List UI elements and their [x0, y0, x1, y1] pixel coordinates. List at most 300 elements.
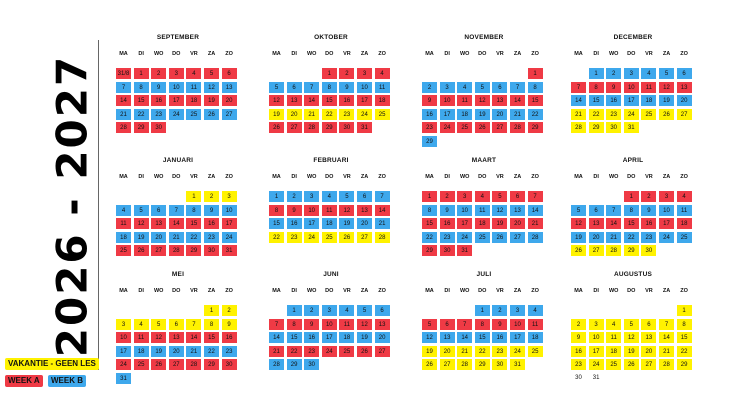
day-cell: 19 [623, 345, 640, 358]
day-cell: 25 [321, 231, 338, 244]
day-cell: 30 [338, 121, 355, 134]
weekday-header: DO [627, 288, 636, 294]
weekday-header: ZO [378, 51, 386, 57]
day-cell: 6 [509, 190, 526, 203]
day-cell: 27 [439, 358, 456, 371]
weekday-header: VR [343, 288, 351, 294]
day-cell: 9 [439, 204, 456, 217]
day-cell: 1 [474, 304, 491, 317]
day-cell: 9 [221, 318, 238, 331]
weekday-header: DI [593, 288, 599, 294]
day-cell: 5 [421, 318, 438, 331]
weekday-header: DI [291, 51, 297, 57]
weekday-header: VR [645, 51, 653, 57]
day-cell: 4 [640, 67, 657, 80]
day-cell: 14 [268, 331, 285, 344]
weekday-header: ZA [662, 174, 671, 180]
weekday-header: VR [190, 174, 198, 180]
day-cell: 8 [588, 81, 605, 94]
legend-week-a: WEEK A [5, 375, 43, 387]
day-cell: 3 [168, 67, 185, 80]
day-cell: 20 [676, 94, 693, 107]
day-cell: 29 [421, 135, 438, 148]
day-cell: 27 [640, 358, 657, 371]
day-cell: 3 [509, 304, 526, 317]
day-cell: 7 [456, 318, 473, 331]
weekday-header: DI [138, 51, 144, 57]
day-cell: 31 [592, 375, 600, 381]
month-title: APRIL [622, 157, 644, 164]
day-cell: 22 [676, 345, 693, 358]
day-cell: 30 [221, 358, 238, 371]
day-cell: 25 [527, 345, 544, 358]
weekday-header: WO [153, 174, 164, 180]
weekday-header: DI [444, 51, 450, 57]
day-cell: 30 [303, 358, 320, 371]
day-cell: 26 [474, 121, 491, 134]
day-cell: 13 [168, 331, 185, 344]
day-cell: 20 [150, 231, 167, 244]
weekday-header: ZA [662, 51, 671, 57]
day-cell: 23 [303, 345, 320, 358]
day-cell: 26 [623, 358, 640, 371]
day-cell: 30 [640, 244, 657, 257]
day-cell: 11 [527, 318, 544, 331]
day-cell: 18 [456, 108, 473, 121]
day-cell: 11 [605, 331, 622, 344]
day-cell: 5 [268, 81, 285, 94]
day-cell: 10 [115, 331, 132, 344]
day-cell: 5 [658, 67, 675, 80]
day-cell: 3 [456, 190, 473, 203]
day-cell: 2 [421, 81, 438, 94]
day-cell: 28 [570, 121, 587, 134]
day-cell: 8 [203, 318, 220, 331]
day-cell: 8 [623, 204, 640, 217]
day-cell: 20 [221, 94, 238, 107]
day-cell: 25 [374, 108, 391, 121]
day-cell: 6 [356, 190, 373, 203]
day-cell: 11 [676, 204, 693, 217]
day-cell: 28 [115, 121, 132, 134]
day-cell: 11 [185, 81, 202, 94]
day-cell: 30 [575, 375, 582, 381]
weekday-header: ZO [680, 174, 688, 180]
day-cell: 2 [640, 190, 657, 203]
day-cell: 15 [185, 217, 202, 230]
day-cell: 23 [221, 345, 238, 358]
day-cell: 4 [474, 190, 491, 203]
legend-vakantie: VAKANTIE - GEEN LES [5, 358, 99, 370]
day-cell: 18 [605, 345, 622, 358]
day-cell: 25 [605, 358, 622, 371]
weekday-header: MA [574, 174, 583, 180]
day-cell: 30 [491, 358, 508, 371]
day-cell: 19 [150, 345, 167, 358]
day-cell: 27 [588, 244, 605, 257]
weekday-header: ZO [378, 288, 386, 294]
day-cell: 13 [588, 217, 605, 230]
weekday-header: ZA [513, 51, 522, 57]
day-cell: 3 [439, 81, 456, 94]
day-cell: 18 [185, 94, 202, 107]
day-cell: 22 [185, 231, 202, 244]
day-cell: 23 [640, 231, 657, 244]
day-cell: 18 [321, 217, 338, 230]
day-cell: 23 [439, 231, 456, 244]
day-cell: 29 [286, 358, 303, 371]
day-cell: 22 [588, 108, 605, 121]
day-cell: 12 [268, 94, 285, 107]
day-cell: 1 [676, 304, 693, 317]
day-cell: 3 [356, 67, 373, 80]
day-cell: 18 [527, 331, 544, 344]
weekday-header: DI [291, 288, 297, 294]
weekday-header: VR [645, 174, 653, 180]
day-cell: 8 [527, 81, 544, 94]
month-title: OKTOBER [314, 34, 348, 41]
day-cell: 3 [658, 190, 675, 203]
day-cell: 12 [203, 81, 220, 94]
weekday-header: WO [459, 288, 470, 294]
day-cell: 12 [356, 318, 373, 331]
day-cell: 10 [168, 81, 185, 94]
day-cell: 10 [658, 204, 675, 217]
day-cell: 10 [303, 204, 320, 217]
day-cell: 11 [133, 331, 150, 344]
weekday-header: DO [478, 174, 487, 180]
day-cell: 30 [605, 121, 622, 134]
day-cell: 5 [150, 318, 167, 331]
day-cell: 28 [374, 231, 391, 244]
day-cell: 5 [474, 81, 491, 94]
day-cell: 21 [509, 108, 526, 121]
day-cell: 17 [168, 94, 185, 107]
day-cell: 25 [474, 231, 491, 244]
day-cell: 17 [221, 217, 238, 230]
day-cell: 3 [623, 67, 640, 80]
day-cell: 6 [168, 318, 185, 331]
weekday-header: ZO [680, 288, 688, 294]
day-cell: 22 [268, 231, 285, 244]
day-cell: 19 [133, 231, 150, 244]
day-cell: 29 [474, 358, 491, 371]
day-cell: 29 [527, 121, 544, 134]
day-cell: 2 [570, 318, 587, 331]
day-cell: 26 [338, 231, 355, 244]
day-cell: 14 [605, 217, 622, 230]
weekday-header: MA [119, 51, 128, 57]
day-cell: 16 [303, 331, 320, 344]
day-cell: 18 [474, 217, 491, 230]
day-cell: 2 [221, 304, 238, 317]
day-cell: 13 [640, 331, 657, 344]
day-cell: 12 [338, 204, 355, 217]
weekday-header: VR [190, 288, 198, 294]
day-cell: 16 [570, 345, 587, 358]
day-cell: 21 [605, 231, 622, 244]
weekday-header: WO [608, 288, 619, 294]
day-cell: 10 [509, 318, 526, 331]
day-cell: 26 [356, 345, 373, 358]
day-cell: 29 [321, 121, 338, 134]
day-cell: 12 [474, 94, 491, 107]
day-cell: 17 [658, 217, 675, 230]
day-cell: 20 [491, 108, 508, 121]
day-cell: 4 [338, 304, 355, 317]
month-title: DECEMBER [613, 34, 653, 41]
day-cell: 16 [338, 94, 355, 107]
day-cell: 7 [303, 81, 320, 94]
weekday-header: ZO [680, 51, 688, 57]
weekday-header: DI [444, 174, 450, 180]
day-cell: 18 [374, 94, 391, 107]
day-cell: 29 [623, 244, 640, 257]
weekday-header: DO [172, 288, 181, 294]
day-cell: 31 [221, 244, 238, 257]
day-cell: 2 [286, 190, 303, 203]
day-cell: 2 [491, 304, 508, 317]
day-cell: 7 [509, 81, 526, 94]
day-cell: 16 [221, 331, 238, 344]
day-cell: 5 [570, 204, 587, 217]
day-cell: 31 [356, 121, 373, 134]
day-cell: 27 [221, 108, 238, 121]
day-cell: 27 [491, 121, 508, 134]
weekday-header: MA [425, 288, 434, 294]
weekday-header: DO [325, 51, 334, 57]
weekday-header: DI [444, 288, 450, 294]
day-cell: 21 [456, 345, 473, 358]
day-cell: 23 [421, 121, 438, 134]
day-cell: 26 [203, 108, 220, 121]
day-cell: 18 [338, 331, 355, 344]
weekday-header: WO [459, 51, 470, 57]
day-cell: 2 [338, 67, 355, 80]
weekday-header: VR [645, 288, 653, 294]
weekday-header: ZO [531, 288, 539, 294]
weekday-header: ZO [225, 288, 233, 294]
day-cell: 21 [658, 345, 675, 358]
day-cell: 8 [133, 81, 150, 94]
day-cell: 28 [456, 358, 473, 371]
day-cell: 23 [338, 108, 355, 121]
weekday-header: VR [343, 174, 351, 180]
weekday-header: DI [593, 51, 599, 57]
day-cell: 5 [623, 318, 640, 331]
day-cell: 15 [588, 94, 605, 107]
day-cell: 29 [203, 358, 220, 371]
day-cell: 15 [676, 331, 693, 344]
day-cell: 12 [570, 217, 587, 230]
day-cell: 14 [115, 94, 132, 107]
day-cell: 1 [527, 67, 544, 80]
day-cell: 17 [588, 345, 605, 358]
day-cell: 22 [286, 345, 303, 358]
day-cell: 13 [439, 331, 456, 344]
day-cell: 16 [203, 217, 220, 230]
day-cell: 23 [605, 108, 622, 121]
day-cell: 21 [374, 217, 391, 230]
day-cell: 24 [115, 358, 132, 371]
day-cell: 12 [658, 81, 675, 94]
day-cell: 18 [115, 231, 132, 244]
day-cell: 6 [588, 204, 605, 217]
day-cell: 30 [150, 121, 167, 134]
day-cell: 21 [527, 217, 544, 230]
day-cell: 3 [321, 304, 338, 317]
day-cell: 23 [491, 345, 508, 358]
month-title: NOVEMBER [464, 34, 504, 41]
day-cell: 31 [115, 372, 132, 385]
day-cell: 16 [605, 94, 622, 107]
day-cell: 24 [658, 231, 675, 244]
legend-week-b: WEEK B [48, 375, 86, 387]
month-title: MAART [471, 157, 497, 164]
day-cell: 28 [605, 244, 622, 257]
day-cell: 27 [676, 108, 693, 121]
day-cell: 11 [321, 204, 338, 217]
day-cell: 26 [658, 108, 675, 121]
day-cell: 1 [133, 67, 150, 80]
day-cell: 19 [268, 108, 285, 121]
weekday-header: VR [496, 288, 504, 294]
day-cell: 13 [491, 94, 508, 107]
day-cell: 19 [474, 108, 491, 121]
day-cell: 7 [268, 318, 285, 331]
day-cell: 15 [527, 94, 544, 107]
weekday-header: WO [306, 288, 317, 294]
day-cell: 24 [588, 358, 605, 371]
day-cell: 10 [356, 81, 373, 94]
day-cell: 15 [421, 217, 438, 230]
weekday-header: DI [291, 174, 297, 180]
day-cell: 28 [185, 358, 202, 371]
day-cell: 25 [676, 231, 693, 244]
day-cell: 29 [421, 244, 438, 257]
day-cell: 27 [509, 231, 526, 244]
day-cell: 28 [658, 358, 675, 371]
day-cell: 19 [338, 217, 355, 230]
day-cell: 11 [474, 204, 491, 217]
weekday-header: ZA [513, 288, 522, 294]
month-title: MEI [171, 271, 185, 278]
day-cell: 20 [374, 331, 391, 344]
day-cell: 29 [676, 358, 693, 371]
day-cell: 27 [356, 231, 373, 244]
day-cell: 25 [115, 244, 132, 257]
day-cell: 17 [115, 345, 132, 358]
day-cell: 3 [115, 318, 132, 331]
day-cell: 8 [474, 318, 491, 331]
weekday-header: DO [172, 51, 181, 57]
day-cell: 13 [676, 81, 693, 94]
day-cell: 26 [268, 121, 285, 134]
day-cell: 14 [509, 94, 526, 107]
month-title: JUNI [323, 271, 339, 278]
day-cell: 9 [421, 94, 438, 107]
day-cell: 10 [588, 331, 605, 344]
day-cell: 21 [168, 231, 185, 244]
weekday-header: WO [306, 51, 317, 57]
weekday-header: DI [138, 288, 144, 294]
day-cell: 14 [374, 204, 391, 217]
day-cell: 27 [150, 244, 167, 257]
weekday-header: DO [172, 174, 181, 180]
day-cell: 29 [133, 121, 150, 134]
day-cell: 16 [421, 108, 438, 121]
weekday-header: ZA [360, 174, 369, 180]
weekday-header: VR [496, 174, 504, 180]
day-cell: 17 [356, 94, 373, 107]
day-cell: 19 [570, 231, 587, 244]
weekday-header: ZA [513, 174, 522, 180]
weekday-header: VR [496, 51, 504, 57]
day-cell: 12 [623, 331, 640, 344]
day-cell: 22 [623, 231, 640, 244]
day-cell: 27 [286, 121, 303, 134]
weekday-header: MA [119, 174, 128, 180]
day-cell: 3 [221, 190, 238, 203]
day-cell: 9 [150, 81, 167, 94]
day-cell: 13 [356, 204, 373, 217]
day-cell: 5 [338, 190, 355, 203]
day-cell: 4 [605, 318, 622, 331]
day-cell: 8 [421, 204, 438, 217]
day-cell: 14 [303, 94, 320, 107]
day-cell: 19 [658, 94, 675, 107]
divider-line [98, 40, 99, 370]
day-cell: 27 [374, 345, 391, 358]
day-cell: 11 [640, 81, 657, 94]
weekday-header: WO [608, 51, 619, 57]
day-cell: 14 [168, 217, 185, 230]
day-cell: 31 [456, 244, 473, 257]
weekday-header: ZA [207, 51, 216, 57]
day-cell: 20 [286, 108, 303, 121]
weekday-header: MA [574, 51, 583, 57]
weekday-header: DO [478, 51, 487, 57]
day-cell: 7 [658, 318, 675, 331]
day-cell: 10 [221, 204, 238, 217]
day-cell: 12 [150, 331, 167, 344]
day-cell: 2 [203, 190, 220, 203]
day-cell: 11 [115, 217, 132, 230]
day-cell: 16 [640, 217, 657, 230]
day-cell: 25 [185, 108, 202, 121]
day-cell: 19 [421, 345, 438, 358]
day-cell: 22 [321, 108, 338, 121]
weekday-header: MA [272, 288, 281, 294]
weekday-header: ZO [378, 174, 386, 180]
day-cell: 15 [203, 331, 220, 344]
month-title: AUGUSTUS [613, 271, 653, 278]
day-cell: 21 [268, 345, 285, 358]
day-cell: 6 [676, 67, 693, 80]
weekday-header: ZO [531, 51, 539, 57]
day-cell: 6 [374, 304, 391, 317]
day-cell: 28 [168, 244, 185, 257]
day-cell: 25 [640, 108, 657, 121]
day-cell: 15 [268, 217, 285, 230]
day-cell: 8 [286, 318, 303, 331]
day-cell: 24 [623, 108, 640, 121]
weekday-header: MA [425, 174, 434, 180]
day-cell: 14 [456, 331, 473, 344]
day-cell: 7 [168, 204, 185, 217]
day-cell: 31 [509, 358, 526, 371]
day-cell: 18 [640, 94, 657, 107]
